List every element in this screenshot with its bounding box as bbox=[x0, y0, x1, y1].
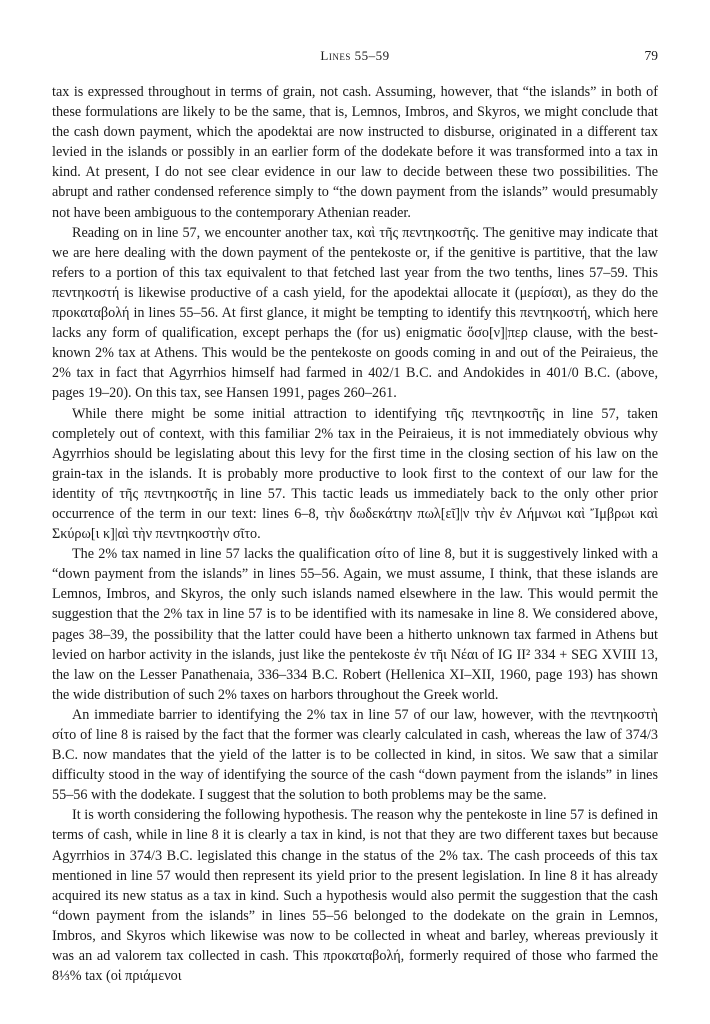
book-page bbox=[52, 46, 658, 986]
body-text bbox=[52, 82, 658, 986]
paragraph-3: While there might be some initial attraction to identifying τῆς πεντηκοστῆς in line 57, taken completely out of context, with this familiar 2% tax in the Peiraieus, it is not immediately obvious why Agyrrhios should be legislating about this levy for the first time in the closing section of his law on the grain-tax in the islands. It is probably more productive to look first to the context of our law for the identity of τῆς πεντηκοστῆς in line 57. This tactic leads us immediately back to the only other prior occurrence of the term in our text: lines 6–8, τὴν δωδεκάτην πωλ[εῖ]|ν τὴν ἐν Λήμνωι καὶ Ἴμβρωι καὶ Σκύρω[ι κ]|αὶ τὴν πεντηκοστὴν σῖτο. bbox=[52, 405, 658, 543]
paragraph-5: An immediate barrier to identifying the 2% tax in line 57 of our law, however, with the πεντηκοστὴ σίτο of line 8 is raised by the fact that the former was clearly calculated in cash, whereas the law of 374/3 B.C. now mandates that the yield of the latter is to be collected in kind, in sitos. We saw that a similar difficulty stood in the way of identifying the source of the cash “down payment from the islands” in lines 55–56 with the dodekate. I suggest that the solution to both problems may be the same. bbox=[52, 706, 658, 804]
page-number: 79 bbox=[644, 48, 658, 63]
paragraph-6: It is worth considering the following hypothesis. The reason why the pentekoste in line 57 is defined in terms of cash, while in line 8 it is clearly a tax in kind, is not that they are two different taxes but because Agyrrhios in 374/3 B.C. legislated this change in the status of the 2% tax. The cash proceeds of this tax mentioned in line 57 would then represent its yield prior to the present legislation. In line 8 it has already acquired its new status as a tax in kind. Such a hypothesis would also permit the suggestion that the cash “down payment from the islands” in lines 55–56 belonged to the dodekate on the grain in Lemnos, Imbros, and Skyros which likewise was now to be collected in wheat and barley, whereas previously it was an ad valorem tax collected in cash. This προκαταβολή, formerly required of those who farmed the 8⅓% tax (οἱ πριάμενοι bbox=[52, 807, 658, 985]
paragraph-4: The 2% tax named in line 57 lacks the qualification σίτο of line 8, but it is suggestively linked with a “down payment from the islands” in lines 55–56. Again, we must assume, I think, that these islands are Lemnos, Imbros, and Skyros, the only such islands named elsewhere in the law. This would permit the suggestion that the 2% tax in line 57 is to be identified with its namesake in line 8. We considered above, pages 38–39, the possibility that the latter could have been a hitherto unknown tax farmed in Athens but levied on harbor activity in the islands, just like the pentekoste ἐν τῆι Νέαι of IG II² 334 + SEG XVIII 13, the law on the Lesser Panathenaia, 336–334 B.C. Robert (Hellenica XI–XII, 1960, page 193) has shown the wide distribution of such 2% taxes on harbors throughout the Greek world. bbox=[52, 546, 658, 703]
paragraph-1: tax is expressed throughout in terms of grain, not cash. Assuming, however, that “the islands” in both of these formulations are likely to be the same, that is, Lemnos, Imbros, and Skyros, we might conclude that the cash down payment, which the apodektai are now instructed to disburse, originated in a different tax levied in the islands or possibly in an earlier form of the dodekate before it was transformed into a tax in kind. At present, I do not see clear evidence in our law to decide between these two possibilities. The abrupt and rather condensed reference simply to “the down payment from the islands” would presumably not have been ambiguous to the contemporary Athenian reader. bbox=[52, 84, 658, 221]
paragraph-2: Reading on in line 57, we encounter another tax, καὶ τῆς πεντηκοστῆς. The genitive may indicate that we are here dealing with the down payment of the pentekoste or, if the genitive is partitive, that the law refers to a portion of this tax equivalent to that fetched last year from the two tenths, lines 57–59. This πεντηκοστή is likewise productive of a cash yield, for the apodektai allocate it (μερίσαι), as they do the προκαταβολή in lines 55–56. At first glance, it might be tempting to identify this πεντηκοστή, which here lacks any form of qualification, except perhaps the (for us) enigmatic ὅσο[ν]|περ clause, with the best-known 2% tax at Athens. This would be the pentekoste on goods coming in and out of the Peiraieus, the 2% tax in fact that Agyrrhios himself had farmed in 402/1 B.C. and Andokides in 401/0 B.C. (above, pages 19–20). On this tax, see Hansen 1991, pages 260–261. bbox=[52, 224, 658, 402]
running-title: Lines 55–59 bbox=[320, 48, 390, 63]
running-header bbox=[52, 46, 658, 82]
